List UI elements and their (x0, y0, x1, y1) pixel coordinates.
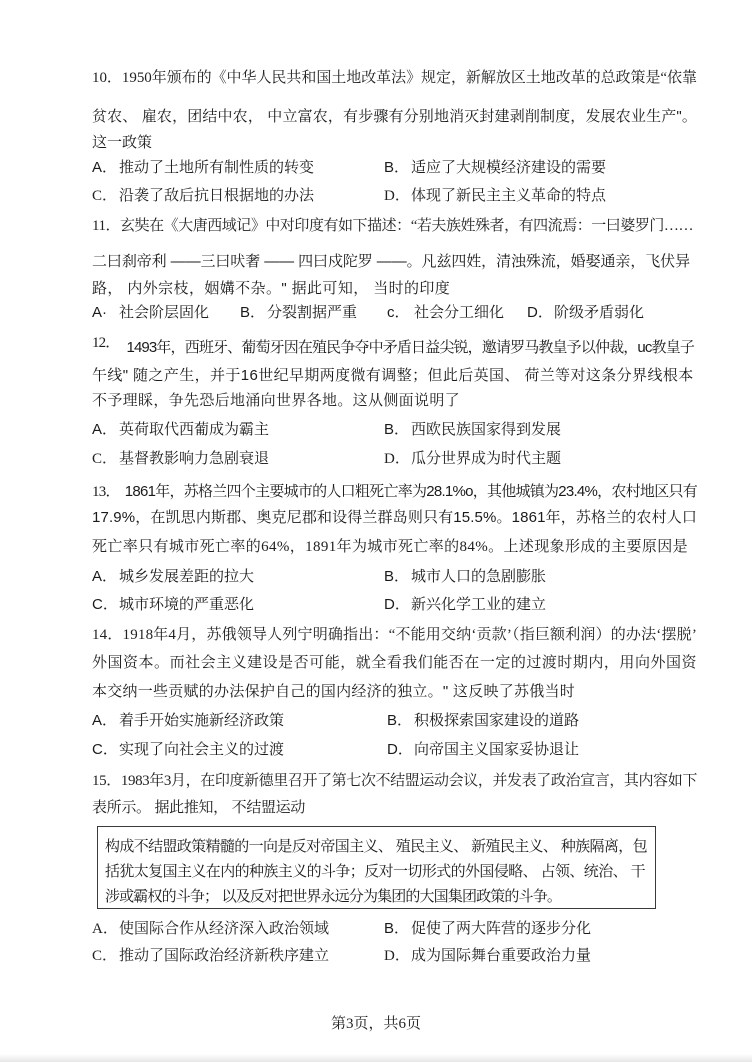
stem-line-3: 不予理睬，争先恐后地涌向世界各地。这从侧面说明了 (92, 393, 460, 409)
option-b (387, 711, 579, 731)
option-label: A． (92, 921, 118, 937)
option-d (387, 740, 579, 760)
option-label: D． (384, 188, 410, 204)
option-text: 城市人口的急剧膨胀 (411, 568, 547, 585)
option-label: C． (92, 451, 118, 467)
option-text: 推动了土地所有制性质的转变 (119, 159, 315, 176)
option-a (92, 158, 314, 178)
stem-line-1 (92, 482, 697, 502)
question-number: 11． (92, 218, 121, 234)
option-label: B． (384, 568, 410, 585)
option-label: A． (92, 159, 118, 176)
option-text: 西欧民族国家得到发展 (411, 421, 562, 438)
scan-edge (0, 1054, 752, 1062)
option-d (384, 595, 546, 615)
option-c (387, 303, 504, 323)
option-b (384, 919, 591, 939)
option-text: 城乡发展差距的拉大 (119, 568, 255, 585)
option-text: 推动了国际政治经济新秩序建立 (119, 948, 330, 964)
option-b (384, 567, 546, 587)
stem-text: 1493年，西班牙、葡萄牙因在殖民争夺中矛盾日益尖锐，邀请罗马教皇予以仲裁，uc教皇子 (126, 339, 694, 356)
option-label: A． (92, 568, 118, 585)
option-text: 基督教影响力急剧衰退 (119, 451, 270, 467)
stem-line-1 (92, 771, 697, 791)
stem-line-2: 表所示。 据此推知， 不结盟运动 (92, 799, 305, 816)
option-text: 向帝国主义国家妥协退让 (414, 741, 580, 758)
option-label: B． (384, 159, 410, 176)
stem-text: 1983年3月，在印度新德里召开了第七次不结盟运动会议，并发表了政治宣言，其内容如下 (120, 773, 697, 789)
option-text: 使国际合作从经济深入政治领域 (119, 921, 330, 937)
option-a (92, 919, 329, 939)
stem-line-2: 17.9%，在凯思内斯郡、奥克尼郡和设得兰群岛则只有15.5%。1861年，苏格兰的农村人口 (92, 509, 697, 526)
option-label: c． (387, 304, 410, 321)
option-label: C． (92, 188, 118, 204)
stem-line-1 (92, 625, 697, 645)
option-text: 瓜分世界成为时代主题 (411, 451, 562, 467)
question-number: 15． (92, 773, 121, 789)
page-footer: 第3页，共6页 (330, 1016, 421, 1032)
stem-text: 玄奘在《大唐西域记》中对印度有如下描述：“若夫族姓殊者，有四流焉：一曰婆罗门…… (120, 218, 693, 234)
question-number: 13． (92, 484, 120, 500)
option-label: B． (387, 712, 413, 729)
option-label: C． (92, 948, 118, 964)
option-text: 社会分工细化 (414, 304, 505, 321)
stem-line-1 (92, 216, 693, 236)
stem-line-3: 死亡率只有城市死亡率的64%，1891年为城市死亡率的84%。上述现象形成的主要原因是 (92, 539, 688, 555)
option-d (384, 946, 591, 966)
option-b (240, 303, 357, 323)
stem-line-2: 午线" 随之产生，并于16世纪早期两度微有调整；但此后英国、 荷兰等对这条分界线根本 (92, 367, 694, 384)
option-label: B． (384, 421, 410, 438)
quote-box-line-1: 构成不结盟政策精髓的一向是反对帝国主义、 殖民主义、 新殖民主义、 种族隔离，包 (105, 838, 647, 855)
option-c (92, 595, 254, 615)
option-text: 体现了新民主主义革命的特点 (411, 188, 607, 204)
stem-line-2: 外国资本。而社会主义建设是否可能，就全看我们能否在一定的过渡时期内，用向外国资 (92, 655, 697, 671)
option-text: 阶级矛盾弱化 (554, 304, 645, 321)
option-c (92, 740, 284, 760)
stem-line-1 (92, 335, 694, 358)
option-label: A· (92, 304, 107, 321)
option-text: 英荷取代西葡成为霸主 (119, 421, 270, 438)
option-d (384, 186, 606, 206)
option-text: 成为国际舞台重要政治力量 (411, 948, 592, 964)
option-text: 分裂割据严重 (267, 304, 358, 321)
stem-line-2: 二曰刹帝利 ——三曰吠奢 —— 四曰戍陀罗 ——。凡兹四姓，清浊殊流，婚娶通亲，飞伏异 (92, 253, 690, 270)
option-b (384, 158, 606, 178)
option-text: 着手开始实施新经济政策 (119, 712, 285, 729)
stem-line-2: 贫农、 雇农，团结中农， 中立富农，有步骤有分别地消灭封建剥削制度，发展农业生产"。 (92, 108, 697, 125)
option-a (92, 303, 209, 323)
stem-text: 1918年4月，苏俄领导人列宁明确指出：“不能用交纳‘贡款’（指巨额利润）的办法‘摆脱’ (122, 627, 697, 643)
option-d (527, 303, 644, 323)
option-label: C． (92, 596, 118, 613)
question-number: 12． (92, 335, 120, 351)
option-label: B． (240, 304, 266, 321)
option-d (384, 449, 561, 469)
stem-line-3: 路， 内外宗枝，姻媾不杂。" 据此可知， 当时的印度 (92, 280, 451, 297)
option-a (92, 420, 269, 440)
option-a (92, 711, 284, 731)
option-a (92, 567, 254, 587)
option-text: 新兴化学工业的建立 (411, 596, 547, 613)
option-label: C． (92, 741, 118, 758)
quote-box-line-2: 括犹太复国主义在内的种族主义的斗争；反对一切形式的外国侵略、 占领、统治、 干 (105, 863, 645, 880)
option-text: 促使了两大阵营的逐步分化 (411, 920, 592, 937)
question-number: 10． (92, 70, 122, 86)
option-label: A． (92, 712, 118, 729)
option-text: 城市环境的严重恶化 (119, 596, 255, 613)
stem-line-3: 本交纳一些贡赋的办法保护自己的国内经济的独立。" 这反映了苏俄当时 (92, 683, 575, 700)
stem-line-1 (92, 68, 697, 88)
option-label: D． (384, 596, 410, 613)
option-label: B． (384, 920, 410, 937)
option-text: 社会阶层固化 (119, 304, 210, 321)
option-label: D． (387, 741, 413, 758)
option-text: 积极探索国家建设的道路 (414, 712, 580, 729)
option-text: 沿袭了敌后抗日根据地的办法 (119, 188, 315, 204)
option-label: D． (527, 304, 553, 321)
stem-text: 1950年颁布的《中华人民共和国土地改革法》规定，新解放区土地改革的总政策是“依靠 (121, 70, 697, 86)
stem-text: 1861年，苏格兰四个主要城市的人口粗死亡率为28.1%o，其他城镇为23.4%，农村地区只有 (124, 483, 697, 500)
option-c (92, 946, 329, 966)
option-label: A． (92, 421, 118, 438)
option-label: D． (384, 451, 410, 467)
quote-box (97, 826, 656, 909)
option-text: 适应了大规模经济建设的需要 (411, 159, 607, 176)
option-label: D． (384, 948, 410, 964)
option-text: 实现了向社会主义的过渡 (119, 741, 285, 758)
option-c (92, 186, 314, 206)
option-c (92, 449, 269, 469)
question-number: 14． (92, 627, 123, 643)
option-b (384, 420, 561, 440)
stem-line-3: 这一政策 (92, 134, 153, 151)
quote-box-line-3: 涉或霸权的斗争； 以及反对把世界永远分为集团的大国集团政策的斗争。 (105, 888, 561, 905)
